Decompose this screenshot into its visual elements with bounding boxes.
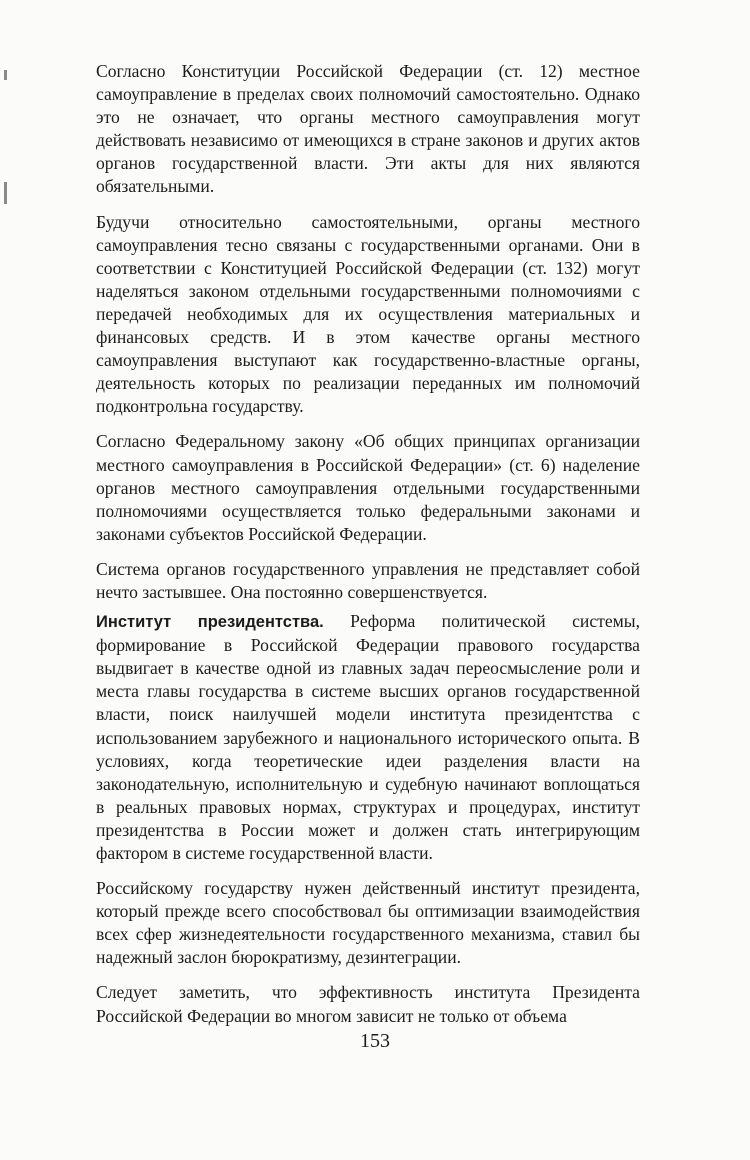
- paragraph: [96, 610, 640, 865]
- paragraph-text: Согласно Федеральному закону «Об общих принципах организации местного самоуправления в Российской Федерации» (ст. 6) наделение органов местного самоуправления отдельными государственными полномочиями осуществляется только федеральными законами и законами субъектов Российской Федерации.: [96, 431, 640, 544]
- paragraph-text: Согласно Конституции Российской Федерации (ст. 12) местное самоуправление в пределах своих полномочий самостоятельно. Однако это не означает, что органы местного самоуправления могут действовать независимо от имеющихся в стране законов и других актов органов государственной власти. Эти акты для них являются обязательными.: [96, 61, 640, 197]
- page-number: 153: [360, 1030, 390, 1052]
- paragraph: [96, 558, 640, 604]
- paragraph: [96, 430, 640, 545]
- body-text: [96, 60, 640, 1040]
- paragraph: [96, 877, 640, 969]
- paragraph: [96, 60, 640, 199]
- scan-margin-mark: [4, 182, 7, 204]
- paragraph-text: Российскому государству нужен действенный институт президента, который прежде всего способствовал бы оптимизации взаимодействия всех сфер жизнедеятельности государственного механизма, ставил бы надежный заслон бюрократизму, дезинтеграции.: [96, 878, 640, 968]
- paragraph-text: Будучи относительно самостоятельными, органы местного самоуправления тесно связаны с государственными органами. Они в соответствии с Конституцией Российской Федерации (ст. 132) могут наделяться законом отдельными государственными полномочиями с передачей необходимых для их осуществления материальных и финансовых средств. И в этом качестве органы местного самоуправления выступают как государственно-властные органы, деятельность которых по реализации переданных им полномочий подконтрольна государству.: [96, 211, 640, 417]
- paragraph-text: Следует заметить, что эффективность института Президента Российской Федерации во многом зависит не только от объема: [96, 982, 640, 1026]
- paragraph-text: Реформа политической системы, формирование в Российской Федерации правового государства выдвигает в качестве одной из главных задач переосмысление роли и места главы государства в системе высших органов государственной власти, поиск наилучшей модели института президентства с использованием зарубежного и национального исторического опыта. В условиях, когда теоретические идеи разделения власти на законодательную, исполнительную и судебную начинают воплощаться в реальных правовых нормах, структурах и процедурах, институт президентства в России может и должен стать интегрирующим фактором в системе государственной власти.: [96, 611, 640, 863]
- paragraph-text: Система органов государственного управления не представляет собой нечто застывшее. Она постоянно совершенствуется.: [96, 558, 640, 602]
- scan-margin-mark: [4, 70, 7, 80]
- paragraph: [96, 981, 640, 1027]
- section-heading: Институт президентства.: [96, 613, 324, 632]
- paragraph: [96, 211, 640, 419]
